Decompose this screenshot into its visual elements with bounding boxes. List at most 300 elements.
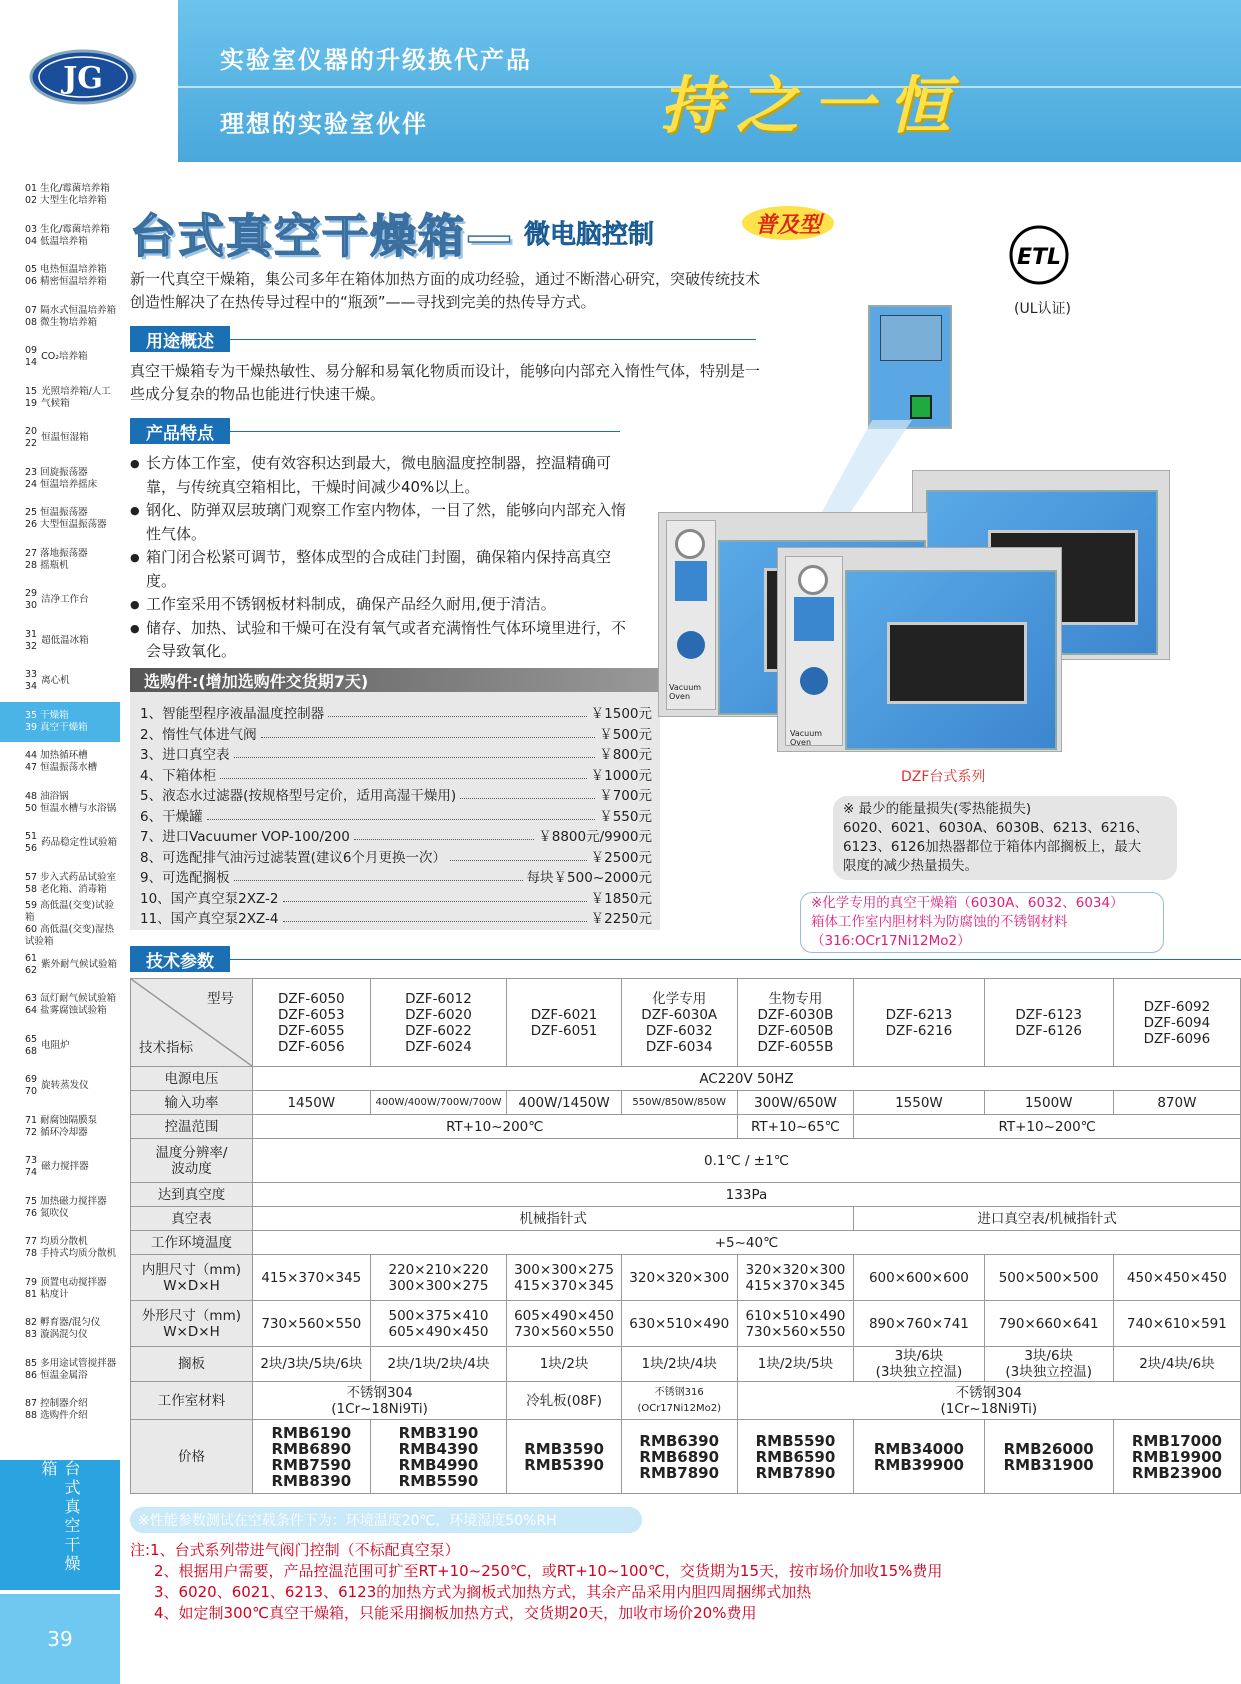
spec-model-line: DZF-6055B (757, 1038, 834, 1055)
spec-model-line: DZF-6050 (278, 990, 345, 1007)
spec-cell: +5~40℃ (252, 1231, 1240, 1255)
spec-model-line: DZF-6126 (1015, 1022, 1082, 1039)
sidebar-item[interactable] (0, 1309, 120, 1350)
sidebar-item-label: 50 恒温水槽与水浴锅 (25, 802, 117, 814)
spec-price-line: RMB4390 (398, 1439, 479, 1458)
sidebar-item-num: 69 (25, 1074, 38, 1086)
spec-price-line: RMB6190 (271, 1423, 352, 1442)
option-row (130, 723, 660, 744)
etl-logo-text: ETL (1016, 245, 1062, 270)
spec-cell-line: 500×375×410 (388, 1307, 489, 1324)
feature-list (130, 452, 640, 664)
sidebar-item-num: 15 (25, 385, 38, 397)
spec-cell (252, 1255, 370, 1301)
chemical-note-line: ※化学专用的真空干燥箱（6030A、6032、6034） (811, 895, 1124, 911)
spec-model-line: DZF-6213 (885, 1006, 953, 1023)
spec-row (131, 1091, 1241, 1115)
sidebar-item[interactable] (0, 621, 120, 662)
sidebar-item-num: 20 (25, 426, 38, 438)
sidebar-item-num: 70 (25, 1086, 38, 1098)
spec-model-cell (854, 979, 984, 1067)
sidebar-item-label: 83 漩涡混匀仪 (25, 1329, 88, 1341)
option-price: ￥1500元 (590, 706, 652, 723)
spec-header-index: 技术指标 (139, 1040, 193, 1056)
option-price: ￥1000元 (590, 767, 652, 784)
spec-cell-line: 605×490×450 (388, 1323, 489, 1340)
spec-cell-line: 不锈钢316 (654, 1386, 704, 1398)
sidebar-item-label: 72 循环冷却器 (25, 1126, 88, 1138)
section-spec (130, 946, 1241, 972)
option-row (130, 866, 660, 887)
option-dots (283, 892, 587, 902)
spec-cell (252, 1347, 370, 1382)
title-subtitle: 微电脑控制 (524, 220, 655, 250)
sidebar-item[interactable] (0, 783, 120, 824)
sidebar-item[interactable] (0, 1188, 120, 1229)
feature-item: ● 长方体工作室，使有效容积达到最大，微电脑温度控制器，控温精确可靠，与传统真空箱相比，干燥时间减少40%以上。 (130, 452, 640, 499)
oven-label-medium: Vacuum Oven (669, 683, 702, 701)
edition-badge: 普及型 (742, 206, 834, 240)
spec-row (131, 1347, 1241, 1382)
spec-model-cell (252, 979, 370, 1067)
sidebar-item-label: 87 控制器介绍 (25, 1398, 88, 1410)
spec-model-cell (984, 979, 1113, 1067)
sidebar-item[interactable] (0, 1228, 120, 1269)
sidebar-item-label: 03 生化/霉菌培养箱 (25, 223, 110, 235)
sidebar-item-label: 85 多用途试管搅拌器 (25, 1357, 117, 1369)
sidebar-item-num: 68 (25, 1045, 38, 1057)
spec-model-line: DZF-6030B (757, 1006, 834, 1023)
spec-model-line: DZF-6022 (405, 1022, 472, 1039)
spec-cell: RT+10~65℃ (737, 1115, 854, 1139)
sidebar-item[interactable] (0, 702, 120, 743)
spec-price-line: RMB23900 (1131, 1463, 1222, 1482)
option-dots (354, 830, 534, 840)
spec-cell (1113, 1255, 1240, 1301)
sidebar-item-label: 58 老化箱、消毒箱 (25, 883, 107, 895)
sidebar-item[interactable] (0, 418, 120, 459)
spec-row-label (131, 1255, 253, 1301)
option-price: ￥1850元 (590, 890, 652, 907)
sidebar-item-label: 44 加热循环槽 (25, 750, 88, 762)
option-price: ￥800元 (599, 747, 652, 764)
spec-cell (507, 1347, 622, 1382)
sidebar-item-label: 76 氮吹仪 (25, 1207, 69, 1219)
option-price: ￥2250元 (590, 911, 652, 928)
option-row (130, 805, 660, 826)
footnote-line: 4、如定制300℃真空干燥箱，只能采用搁板加热方式，交货期20天，加收市场价20%费用 (154, 1604, 757, 1622)
sidebar-item[interactable] (0, 297, 120, 338)
spec-model-line: DZF-6024 (405, 1038, 472, 1055)
sidebar-item[interactable] (0, 175, 120, 216)
spec-cell-line: 1块/2块/4块 (641, 1356, 717, 1372)
spec-price-line: RMB34000 (873, 1439, 964, 1458)
spec-price-line: RMB6390 (639, 1431, 720, 1450)
spec-cell-line: (3块独立控温) (1005, 1364, 1092, 1380)
spec-cell-line: 2块/1块/2块/4块 (387, 1356, 490, 1372)
feature-item: ● 箱门闭合松紧可调节，整体成型的合成硅门封圈，确保箱内保持高真空度。 (130, 546, 640, 593)
spec-price-cell (621, 1420, 737, 1494)
sidebar-item-label: 81 粘度计 (25, 1288, 69, 1300)
spec-corner-header (131, 979, 253, 1067)
sidebar-item-label: 82 孵育器/混匀仪 (25, 1317, 101, 1329)
option-name: 9、可选配搁板 (140, 870, 230, 887)
sidebar-item-num: 73 (25, 1155, 38, 1167)
spec-cell (984, 1255, 1113, 1301)
feature-item: ● 储存、加热、试验和干燥可在没有氧气或者充满惰性气体环境里进行，不会导致氧化。 (130, 617, 640, 664)
sidebar-item[interactable] (0, 1066, 120, 1107)
sidebar-item-label: 78 手持式均质分散机 (25, 1248, 117, 1260)
sidebar-item-label: 24 恒温培养摇床 (25, 478, 98, 490)
energy-note-line: 6020、6021、6030A、6030B、6213、6216、 (843, 820, 1149, 836)
energy-note-line: 限度的减少热量损失。 (843, 858, 978, 874)
section-usage-title: 用途概述 (130, 326, 230, 352)
spec-row-label: 达到真空度 (131, 1183, 253, 1207)
spec-model-line: DZF-6216 (885, 1022, 953, 1039)
spec-row-label (131, 1301, 253, 1347)
spec-price-line: RMB6590 (755, 1447, 836, 1466)
spec-cell (1113, 1301, 1240, 1347)
spec-price-line: RMB5390 (524, 1455, 604, 1474)
spec-model-line: DZF-6050B (757, 1022, 834, 1039)
sidebar-item[interactable] (0, 661, 120, 702)
spec-price-line: RMB7890 (755, 1463, 836, 1482)
spec-price-line: RMB8390 (271, 1471, 352, 1490)
spec-model-cell (370, 979, 507, 1067)
spec-row (131, 979, 1241, 1067)
energy-note-line: ※ 最少的能量损失(零热能损失) (843, 801, 1032, 817)
spec-cell-line: 790×660×641 (998, 1315, 1099, 1332)
option-dots (460, 789, 595, 799)
sidebar-item[interactable] (0, 1107, 120, 1148)
spec-price-line: RMB6890 (271, 1439, 352, 1458)
sidebar-item[interactable] (0, 742, 120, 783)
sidebar-item-label: 64 盐雾腐蚀试验箱 (25, 1005, 107, 1017)
sidebar-item[interactable] (0, 1147, 120, 1188)
spec-cell (984, 1347, 1113, 1382)
sidebar-item[interactable] (0, 900, 120, 948)
product-caption: DZF台式系列 (901, 769, 986, 785)
spec-cell (737, 1347, 854, 1382)
spec-cell (621, 1301, 737, 1347)
spec-cell (854, 1301, 984, 1347)
spec-cell-line: (1Cr~18Ni9Ti) (331, 1400, 428, 1417)
spec-cell: 1550W (854, 1091, 984, 1115)
spec-price-line: RMB3590 (524, 1439, 604, 1458)
spec-cell: 进口真空表/机械指针式 (854, 1207, 1241, 1231)
spec-cell-line: 610×510×490 (745, 1307, 846, 1324)
spec-price-cell (737, 1420, 854, 1494)
option-dots (234, 871, 523, 881)
spec-cell-line: 波动度 (171, 1160, 212, 1177)
spec-price-line: RMB17000 (1131, 1431, 1222, 1450)
sidebar-item-label: 71 耐腐蚀隔膜泵 (25, 1114, 98, 1126)
spec-price-line: RMB19900 (1131, 1447, 1222, 1466)
spec-row (131, 1382, 1241, 1420)
option-dots (234, 748, 596, 758)
spec-price-line: RMB26000 (1003, 1439, 1094, 1458)
sidebar-item-label: 01 生化/霉菌培养箱 (25, 183, 110, 195)
spec-cell-line: 不锈钢304 (955, 1384, 1022, 1401)
sidebar-item-num: 33 (25, 669, 38, 681)
spec-price-line: RMB7590 (271, 1455, 352, 1474)
sidebar-item[interactable] (0, 580, 120, 621)
sidebar-item[interactable] (0, 499, 120, 540)
page-title (130, 200, 514, 266)
spec-model-cell (621, 979, 737, 1067)
title-dash: — (466, 209, 514, 263)
spec-row (131, 1115, 1241, 1139)
chemical-note-line: 箱体工作室内胆材料为防腐蚀的不锈钢材料 (811, 914, 1068, 930)
spec-cell (984, 1301, 1113, 1347)
options-title: 选购件:(增加选购件交货期7天) (130, 668, 660, 692)
spec-cell-line: 890×760×741 (868, 1315, 969, 1332)
option-name: 1、智能型程序液晶温度控制器 (140, 706, 325, 723)
sidebar-item[interactable] (0, 1026, 120, 1067)
sidebar-item-label: 86 恒温金属浴 (25, 1369, 88, 1381)
spec-model-line: DZF-6034 (645, 1038, 713, 1055)
sidebar-item-label: 28 摇瓶机 (25, 559, 69, 571)
option-row (130, 907, 660, 928)
energy-note-line: 6123、6126加热器都位于箱体内部搁板上，最大 (843, 839, 1142, 855)
spec-cell (854, 1255, 984, 1301)
spec-cell (1113, 1347, 1240, 1382)
spec-cell: 550W/850W/850W (621, 1091, 737, 1115)
spec-cell (621, 1347, 737, 1382)
spec-cell (370, 1347, 507, 1382)
sidebar-item-label: CO₂培养箱 (41, 351, 88, 363)
intro-text: 新一代真空干燥箱，集公司多年在箱体加热方面的成功经验，通过不断潜心研究，突破传统技术创造性解决了在热传导过程中的“瓶颈”——寻找到完美的热传导方式。 (130, 270, 761, 311)
option-price: ￥2500元 (590, 849, 652, 866)
spec-row (131, 1139, 1241, 1183)
spec-row-label: 电源电压 (131, 1067, 253, 1091)
spec-price-line: RMB4990 (398, 1455, 479, 1474)
header (0, 0, 1241, 162)
spec-cell (737, 1301, 854, 1347)
spec-cell-line: 温度分辨率/ (155, 1144, 228, 1161)
sidebar-item-num: 51 (25, 831, 38, 843)
spec-cell-line: 内胆尺寸（mm) (141, 1261, 241, 1278)
spec-row (131, 1067, 1241, 1091)
spec-cell: 0.1℃ / ±1℃ (252, 1139, 1240, 1183)
sidebar-item[interactable] (0, 459, 120, 500)
spec-cell (507, 1301, 622, 1347)
spec-header-model: 型号 (206, 991, 234, 1007)
sidebar-item-label: 63 氙灯耐气候试验箱 (25, 993, 117, 1005)
sidebar-item-label: 59 高低温(交变)试验箱 (25, 900, 115, 924)
spec-price-cell (507, 1420, 622, 1494)
spec-model-cell (1113, 979, 1240, 1067)
feature-item: ● 工作室采用不锈钢板材料制成，确保产品经久耐用,便于清洁。 (130, 593, 640, 617)
option-row (130, 702, 660, 723)
sidebar-item[interactable] (0, 985, 120, 1026)
sidebar-nav (0, 175, 120, 1431)
feature-item: ● 钢化、防弹双层玻璃门观察工作室内物体，一目了然，能够向内部充入惰性气体。 (130, 499, 640, 546)
spec-row (131, 1231, 1241, 1255)
spec-cell: AC220V 50HZ (252, 1067, 1240, 1091)
spec-cell-line: 不锈钢304 (346, 1384, 413, 1401)
spec-cell (252, 1382, 506, 1420)
option-price: ￥550元 (599, 808, 652, 825)
spec-model-line: DZF-6053 (278, 1006, 345, 1023)
spec-cell-line: 630×510×490 (629, 1315, 730, 1332)
spec-table (130, 978, 1241, 1494)
sidebar-item[interactable] (0, 337, 120, 378)
spec-cell: 机械指针式 (252, 1207, 853, 1231)
spec-model-line: DZF-6012 (405, 990, 472, 1007)
spec-cell-line: 730×560×550 (745, 1323, 846, 1340)
sidebar-item-label: 洁净工作台 (41, 594, 89, 606)
option-dots (220, 769, 587, 779)
sidebar-item[interactable] (0, 864, 120, 905)
sidebar-item-label: 27 落地振荡器 (25, 547, 88, 559)
sidebar-item-num: 34 (25, 681, 38, 693)
sidebar-item-label: 23 回旋振荡器 (25, 466, 88, 478)
spec-cell-line: 300×300×275 (388, 1277, 489, 1294)
sidebar-item[interactable] (0, 1269, 120, 1310)
company-logo (28, 48, 138, 106)
spec-cell-line: 450×450×450 (1126, 1269, 1227, 1286)
option-row (130, 764, 660, 785)
spec-cell: RT+10~200℃ (252, 1115, 737, 1139)
footnote-line: 3、6020、6021、6213、6123的加热方式为搁板式加热方式，其余产品采用内胆四周捆绑式加热 (154, 1583, 812, 1601)
controller-closeup-image (868, 305, 952, 429)
sidebar-item-label: 光照培养箱/人工气候箱 (41, 385, 111, 409)
spec-row (131, 1255, 1241, 1301)
sidebar-item-label: 05 电热恒温培养箱 (25, 264, 107, 276)
spec-model-line: DZF-6096 (1143, 1030, 1211, 1047)
footnote-line: 2、根据用户需要，产品控温范围可扩至RT+10~250℃，或RT+10~100℃，交货期为15天，按市场价加收15%费用 (154, 1562, 943, 1580)
option-name: 7、进口Vacuumer VOP-100/200 (140, 829, 350, 846)
sidebar-item-label: 57 步入式药品试验室 (25, 871, 117, 883)
sidebar-item[interactable] (0, 823, 120, 864)
header-tagline-2: 理想的实验室伙伴 (220, 110, 428, 138)
spec-model-line: DZF-6051 (530, 1022, 598, 1039)
sidebar-item-label: 88 选购件介绍 (25, 1410, 88, 1422)
spec-cell-line: 605×490×450 (514, 1307, 615, 1324)
sidebar-item-label: 药品稳定性试验箱 (41, 837, 118, 849)
sidebar-item-label: 离心机 (41, 675, 70, 687)
sidebar-item[interactable] (0, 540, 120, 581)
spec-cell-line: 320×320×300 (745, 1261, 846, 1278)
energy-note (833, 796, 1177, 880)
spec-model-line: DZF-6032 (645, 1022, 713, 1039)
sidebar-item-label: 08 微生物培养箱 (25, 316, 98, 328)
option-row (130, 784, 660, 805)
sidebar-item-num: 30 (25, 600, 38, 612)
spec-cell-line: 600×600×600 (868, 1269, 969, 1286)
chemical-note (800, 892, 1164, 953)
spec-cell (854, 1347, 984, 1382)
spec-model-line: DZF-6055 (278, 1022, 345, 1039)
spec-row (131, 1301, 1241, 1347)
sidebar-item-num: 32 (25, 640, 38, 652)
spec-cell-line: (3块独立控温) (875, 1364, 963, 1380)
sidebar-item-num: 61 (25, 952, 38, 964)
spec-model-cell (737, 979, 854, 1067)
spec-price-line: RMB31900 (1003, 1455, 1094, 1474)
sidebar-item[interactable] (0, 1350, 120, 1391)
spec-cell-line: W×D×H (163, 1277, 220, 1294)
sidebar-item-label: 07 隔水式恒温培养箱 (25, 304, 117, 316)
sidebar-item-label: 超低温冰箱 (41, 634, 89, 646)
sidebar-item-label: 紫外耐气候试验箱 (41, 958, 118, 970)
sidebar-item-num: 22 (25, 438, 38, 450)
option-dots (207, 810, 596, 820)
spec-cell: 400W/400W/700W/700W (370, 1091, 507, 1115)
spec-cell-line: 2块/3块/5块/6块 (260, 1356, 363, 1372)
side-category-label: 台式真空干燥箱 (0, 1460, 120, 1590)
spec-model-line: DZF-6020 (405, 1006, 472, 1023)
sidebar-item[interactable] (0, 256, 120, 297)
option-name: 11、国产真空泵2XZ-4 (140, 911, 279, 928)
spec-price-line: RMB3190 (398, 1423, 479, 1442)
test-disclaimer: ※性能参数测试在空载条件下为：环境温度20℃，环境湿度50%RH (130, 1507, 642, 1533)
spec-cell-line: 500×500×500 (998, 1269, 1099, 1286)
option-row (130, 743, 660, 764)
sidebar-item[interactable] (0, 1390, 120, 1431)
options-box (130, 668, 660, 930)
sidebar-item[interactable] (0, 945, 120, 986)
page-number: 39 (0, 1594, 120, 1684)
spec-cell-line: 730×560×550 (261, 1315, 362, 1332)
option-name: 2、惰性气体进气阀 (140, 726, 257, 743)
spec-model-line: DZF-6123 (1015, 1006, 1082, 1023)
spec-cell-line: 外形尺寸（mm) (141, 1307, 241, 1324)
sidebar-item-label: 60 高低温(交变)湿热试验箱 (25, 924, 115, 948)
spec-price-cell (252, 1420, 370, 1494)
spec-row-label: 真空表 (131, 1207, 253, 1231)
sidebar-item-label: 25 恒温振荡器 (25, 507, 88, 519)
spec-cell-line: 730×560×550 (514, 1323, 615, 1340)
spec-cell-line: 220×210×220 (388, 1261, 489, 1278)
option-dots (283, 912, 587, 922)
spec-cell (370, 1301, 507, 1347)
spec-cell (252, 1301, 370, 1347)
option-row (130, 887, 660, 908)
section-usage (130, 326, 756, 352)
spec-model-line: DZF-6094 (1143, 1014, 1211, 1031)
spec-row-label: 工作室材料 (131, 1382, 253, 1420)
oven-label-small: Vacuum Oven (790, 729, 823, 747)
sidebar-item-num: 19 (25, 397, 38, 409)
option-price: ￥8800元/9900元 (538, 829, 652, 846)
spec-price-line: RMB6890 (639, 1447, 720, 1466)
spec-cell: 300W/650W (737, 1091, 854, 1115)
spec-model-line: 生物专用 (768, 990, 823, 1007)
chemical-note-line: （316:OCr17Ni12Mo2） (811, 933, 971, 949)
spec-row (131, 1207, 1241, 1231)
sidebar-item-label: 35 干燥箱 (25, 709, 69, 721)
sidebar-item-label: 恒温恒湿箱 (41, 432, 89, 444)
section-features-title: 产品特点 (130, 418, 230, 444)
header-slogan: 持之一恒 (660, 69, 965, 142)
spec-price-cell (984, 1420, 1113, 1494)
sidebar-item-label: 39 真空干燥箱 (25, 721, 88, 733)
sidebar-item-num: 29 (25, 588, 38, 600)
sidebar-item-label: 48 油浴锅 (25, 790, 69, 802)
header-tagline-1: 实验室仪器的升级换代产品 (220, 46, 532, 74)
spec-model-line: DZF-6056 (278, 1038, 345, 1055)
spec-cell-line: 2块/4块/6块 (1139, 1356, 1215, 1372)
power-switch-icon (910, 395, 932, 419)
spec-cell-line: 320×320×300 (629, 1269, 730, 1286)
sidebar-item-num: 62 (25, 964, 38, 976)
spec-price-line: RMB7890 (639, 1463, 720, 1482)
spec-price-line: RMB39900 (873, 1455, 964, 1474)
sidebar-item[interactable] (0, 216, 120, 257)
sidebar-item[interactable] (0, 378, 120, 419)
